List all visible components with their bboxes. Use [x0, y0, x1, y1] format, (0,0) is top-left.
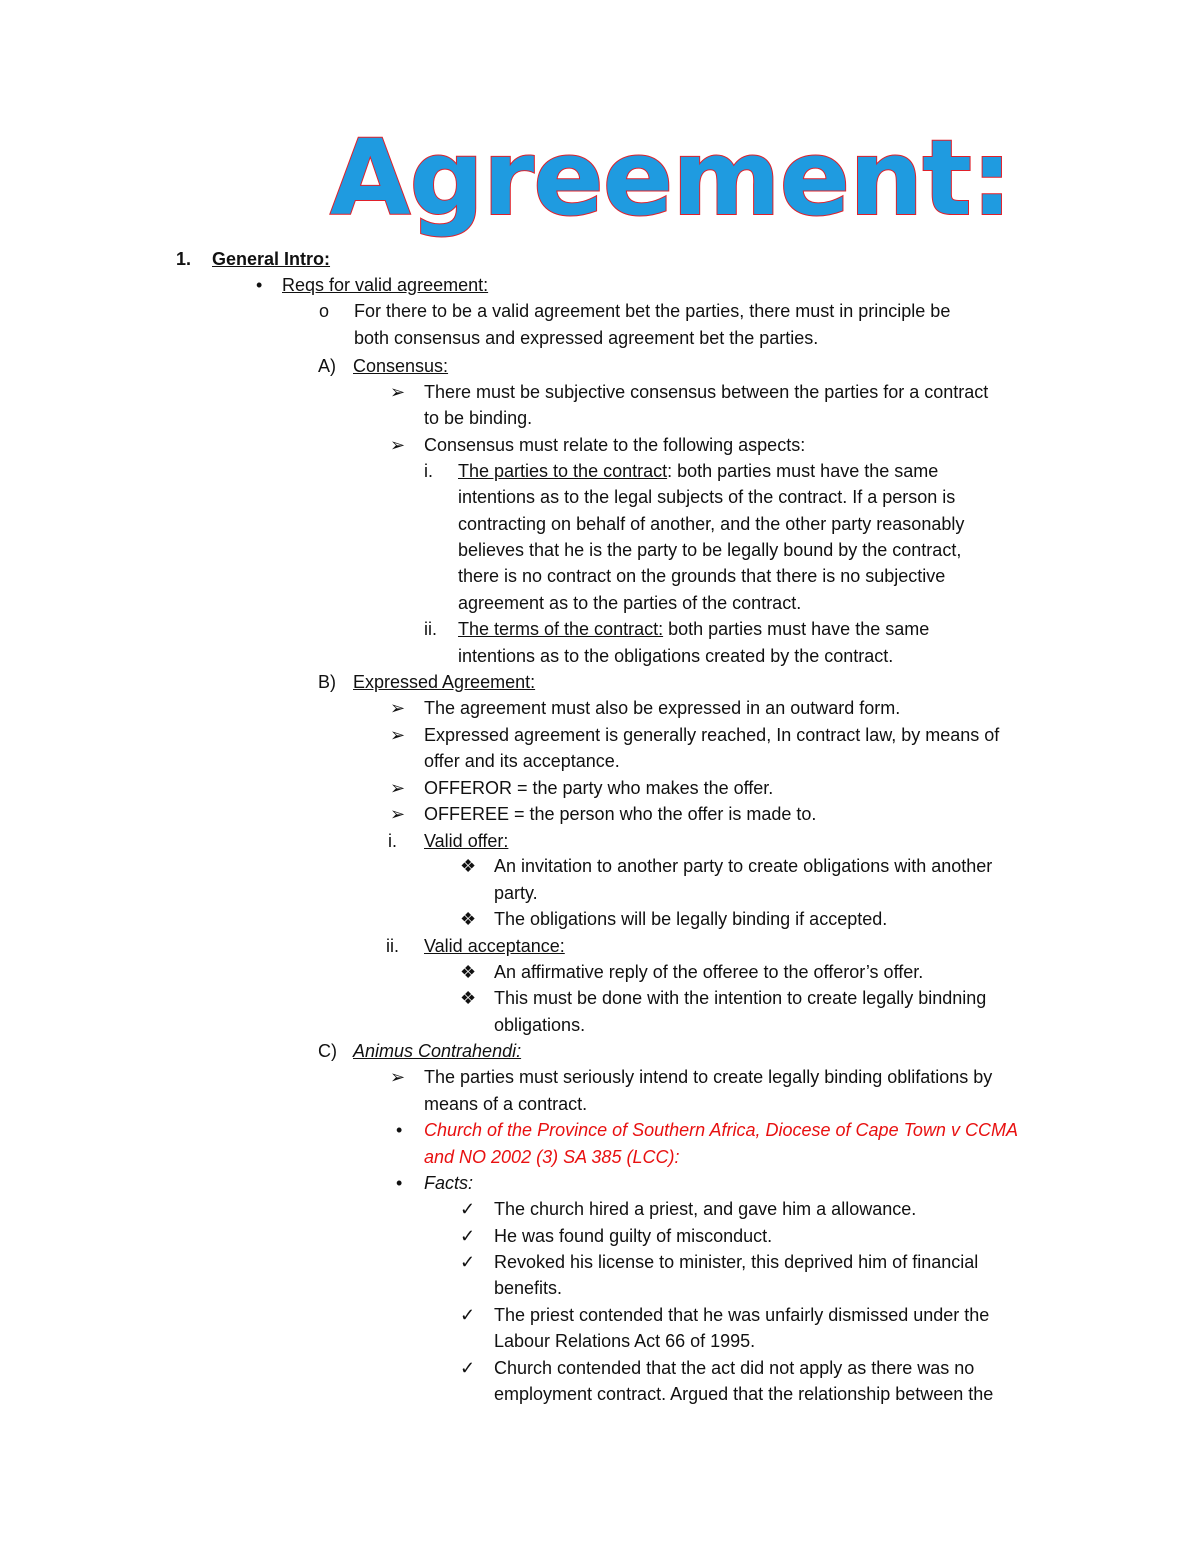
document-title: Agreement: — [330, 117, 1012, 239]
aspect-text-line: agreement as to the parties of the contract. — [458, 593, 802, 613]
aspect-text: both parties must have the same — [663, 619, 930, 639]
acceptance-heading: Valid acceptance: — [424, 936, 565, 956]
arrow-bullet-icon: ➢ — [390, 698, 406, 718]
subsection-letter: A) — [318, 356, 336, 376]
fact-item: He was found guilty of misconduct. — [494, 1226, 773, 1246]
animus-point: The parties must seriously intend to create legally binding oblifations by — [424, 1067, 993, 1087]
aspect-label: The terms of the contract: — [458, 619, 664, 639]
bullet-icon: • — [396, 1173, 403, 1193]
aspect-line — [458, 616, 929, 642]
aspect-label: The parties to the contract — [458, 461, 668, 481]
reqs-heading: Reqs for valid agreement: — [282, 275, 489, 295]
fact-item: Revoked his license to minister, this deprived him of financial — [494, 1252, 979, 1272]
facts-heading: Facts: — [424, 1173, 474, 1193]
aspect-text-line: there is no contract on the grounds that there is no subjective — [458, 566, 946, 586]
aspect-text-line: contracting on behalf of another, and the other party reasonably — [458, 514, 965, 534]
diamond-bullet-icon: ❖ — [460, 962, 477, 982]
expressed-point: Expressed agreement is generally reached, In contract law, by means of — [424, 725, 1000, 745]
consensus-point: to be binding. — [424, 408, 533, 428]
case-citation: Church of the Province of Southern Africa, Diocese of Cape Town v CCMA — [424, 1120, 1018, 1140]
fact-item: Labour Relations Act 66 of 1995. — [494, 1331, 756, 1351]
roman-numeral: i. — [388, 831, 397, 851]
check-icon: ✓ — [460, 1305, 476, 1325]
section-number: 1. — [176, 249, 192, 269]
offer-point: The obligations will be legally binding if accepted. — [494, 909, 888, 929]
consensus-point: Consensus must relate to the following aspects: — [424, 435, 806, 455]
check-icon: ✓ — [460, 1252, 476, 1272]
diamond-bullet-icon: ❖ — [460, 988, 477, 1008]
aspect-line — [458, 458, 938, 484]
fact-item: The church hired a priest, and gave him a allowance. — [494, 1199, 917, 1219]
offer-heading: Valid offer: — [424, 831, 509, 851]
acceptance-point: An affirmative reply of the offeree to the offeror’s offer. — [494, 962, 924, 982]
arrow-bullet-icon: ➢ — [390, 778, 406, 798]
subsection-letter: C) — [318, 1041, 337, 1061]
consensus-heading: Consensus: — [353, 356, 449, 376]
animus-heading: Animus Contrahendi: — [353, 1041, 522, 1061]
roman-numeral: i. — [424, 461, 433, 481]
fact-item: employment contract. Argued that the relationship between the — [494, 1384, 994, 1404]
diamond-bullet-icon: ❖ — [460, 909, 477, 929]
diamond-bullet-icon: ❖ — [460, 856, 477, 876]
arrow-bullet-icon: ➢ — [390, 1067, 406, 1087]
arrow-bullet-icon: ➢ — [390, 725, 406, 745]
subsection-letter: B) — [318, 672, 336, 692]
expressed-point: The agreement must also be expressed in an outward form. — [424, 698, 901, 718]
expressed-point: OFFEREE = the person who the offer is made to. — [424, 804, 817, 824]
expressed-point: OFFEROR = the party who makes the offer. — [424, 778, 774, 798]
section-heading: General Intro: — [212, 249, 331, 269]
fact-item: The priest contended that he was unfairly dismissed under the — [494, 1305, 990, 1325]
aspect-text-line: believes that he is the party to be legally bound by the contract, — [458, 540, 962, 560]
expressed-point: offer and its acceptance. — [424, 751, 620, 771]
roman-numeral: ii. — [424, 619, 437, 639]
check-icon: ✓ — [460, 1226, 476, 1246]
reqs-text-line: both consensus and expressed agreement bet the parties. — [354, 328, 819, 348]
aspect-text-line: intentions as to the obligations created by the contract. — [458, 646, 894, 666]
aspect-text: : both parties must have the same — [667, 461, 939, 481]
check-icon: ✓ — [460, 1358, 476, 1378]
animus-point: means of a contract. — [424, 1094, 588, 1114]
bullet-icon: • — [396, 1120, 403, 1140]
fact-item: Church contended that the act did not apply as there was no — [494, 1358, 975, 1378]
offer-point: An invitation to another party to create obligations with another — [494, 856, 993, 876]
arrow-bullet-icon: ➢ — [390, 382, 406, 402]
arrow-bullet-icon: ➢ — [390, 804, 406, 824]
reqs-text-line: For there to be a valid agreement bet the parties, there must in principle be — [354, 301, 951, 321]
acceptance-point: obligations. — [494, 1015, 586, 1035]
check-icon: ✓ — [460, 1199, 476, 1219]
case-citation: and NO 2002 (3) SA 385 (LCC): — [424, 1147, 680, 1167]
acceptance-point: This must be done with the intention to create legally bindning — [494, 988, 987, 1008]
roman-numeral: ii. — [386, 936, 399, 956]
circle-bullet-icon: o — [319, 301, 330, 321]
fact-item: benefits. — [494, 1278, 563, 1298]
aspect-text-line: intentions as to the legal subjects of the contract. If a person is — [458, 487, 956, 507]
consensus-point: There must be subjective consensus between the parties for a contract — [424, 382, 989, 402]
offer-point: party. — [494, 883, 538, 903]
expressed-heading: Expressed Agreement: — [353, 672, 536, 692]
bullet-icon: • — [256, 275, 263, 295]
arrow-bullet-icon: ➢ — [390, 435, 406, 455]
